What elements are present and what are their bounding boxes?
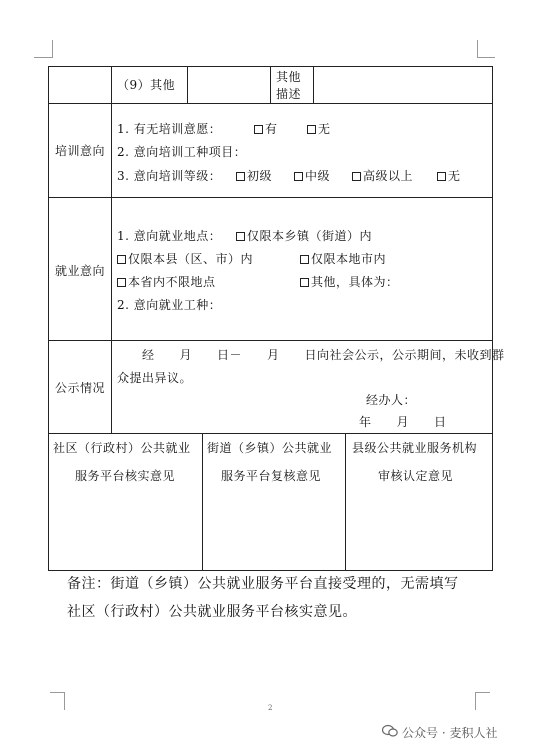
training-level-label: 高级以上 — [363, 169, 414, 183]
employment-section-label: 就业意向 — [55, 264, 106, 278]
crop-mark-top-right-h — [477, 57, 495, 58]
community-opinion-title-1: 社区（行政村）公共就业 — [53, 441, 191, 455]
checkbox-icon — [437, 172, 446, 181]
publicity-line-1: 经 月 日－ 月 日向社会公示，公示期间，未收到群 — [142, 348, 505, 362]
employment-opt-province[interactable] — [117, 275, 216, 289]
crop-mark-top-right — [477, 40, 478, 58]
checkbox-icon — [236, 172, 245, 181]
publicity-line-2: 众提出异议。 — [117, 371, 193, 385]
training-level-label: 初级 — [247, 169, 273, 183]
other-row-divider-b — [270, 66, 271, 103]
checkbox-icon — [236, 232, 245, 241]
checkbox-icon — [117, 278, 126, 287]
employment-opt-label: 其他，具体为： — [311, 275, 399, 289]
label-column-divider — [111, 66, 112, 433]
checkbox-icon — [294, 172, 303, 181]
row-divider-1 — [48, 103, 493, 104]
employment-opt-label: 仅限本乡镇（街道）内 — [247, 229, 373, 243]
county-opinion-title-1: 县级公共就业服务机构 — [352, 441, 478, 455]
training-section-label: 培训意向 — [55, 144, 106, 158]
row-divider-2 — [48, 197, 493, 198]
crop-mark-top-left-h — [34, 57, 52, 58]
other-label: （9）其他 — [117, 78, 176, 92]
opinion-divider-a — [202, 433, 203, 570]
street-opinion-title-1: 街道（乡镇）公共就业 — [207, 441, 333, 455]
training-level-none[interactable] — [437, 169, 461, 183]
table-border-left — [48, 66, 49, 571]
crop-mark-top-left — [52, 40, 53, 58]
row-divider-4 — [48, 433, 493, 434]
training-q1: 1. 有无培训意愿： — [117, 122, 222, 136]
checkbox-icon — [117, 255, 126, 264]
opinion-divider-b — [345, 433, 346, 570]
watermark-text: 公众号 · 麦积人社 — [402, 726, 498, 740]
other-description-field[interactable] — [314, 67, 492, 103]
checkbox-icon — [352, 172, 361, 181]
training-level-label: 无 — [448, 169, 461, 183]
checkbox-icon — [307, 125, 316, 134]
training-q2: 2. 意向培训工种项目： — [117, 145, 247, 159]
publicity-section-label: 公示情况 — [55, 381, 106, 395]
employment-opt-city[interactable] — [300, 252, 386, 266]
employment-opt-other[interactable] — [300, 275, 399, 289]
note-line-1: 备注：街道（乡镇）公共就业服务平台直接受理的，无需填写 — [67, 576, 459, 592]
checkbox-icon — [300, 278, 309, 287]
other-description-label-2: 描述 — [276, 87, 302, 101]
employment-opt-county[interactable] — [117, 252, 253, 266]
employment-q1: 1. 意向就业地点： — [117, 229, 222, 243]
checkbox-icon — [300, 255, 309, 264]
note-line-2: 社区（行政村）公共就业服务平台核实意见。 — [67, 604, 357, 620]
publicity-handler: 经办人： — [366, 393, 417, 407]
county-opinion-title-2: 审核认定意见 — [378, 469, 454, 483]
training-level-label: 中级 — [305, 169, 331, 183]
training-level-advanced[interactable] — [352, 169, 413, 183]
employment-opt-label: 仅限本地市内 — [311, 252, 387, 266]
employment-opt-town[interactable] — [236, 229, 372, 243]
crop-mark-bottom-left-h — [50, 692, 65, 693]
training-q1-yes[interactable] — [254, 122, 278, 136]
row-divider-3 — [48, 340, 493, 341]
training-level-beginner[interactable] — [236, 169, 272, 183]
table-border-bottom — [48, 570, 493, 571]
publicity-date: 年 月 日 — [359, 415, 447, 429]
other-row-divider-a — [187, 66, 188, 103]
table-border-right — [492, 66, 493, 571]
other-description-label-1: 其他 — [276, 70, 302, 84]
street-opinion-title-2: 服务平台复核意见 — [221, 469, 322, 483]
training-q1-yes-label: 有 — [265, 122, 278, 136]
employment-opt-label: 本省内不限地点 — [128, 275, 216, 289]
crop-mark-bottom-right — [475, 692, 476, 710]
employment-opt-label: 仅限本县（区、市）内 — [128, 252, 254, 266]
checkbox-icon — [254, 125, 263, 134]
training-q3: 3. 意向培训等级： — [117, 169, 222, 183]
crop-mark-bottom-left — [64, 692, 65, 710]
training-level-intermediate[interactable] — [294, 169, 330, 183]
training-q1-no-label: 无 — [318, 122, 331, 136]
employment-q2: 2. 意向就业工种： — [117, 298, 222, 312]
wechat-logo-icon — [382, 723, 398, 737]
community-opinion-title-2: 服务平台核实意见 — [75, 469, 176, 483]
page-number: 2 — [268, 704, 273, 712]
crop-mark-bottom-right-h — [475, 692, 490, 693]
training-q1-no[interactable] — [307, 122, 331, 136]
